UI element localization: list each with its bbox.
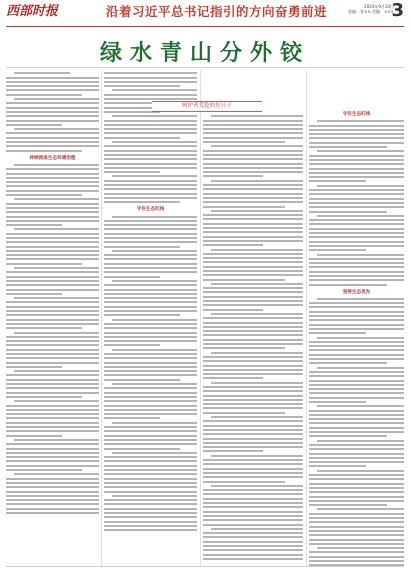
editor-line: 责编：张×× 美编：××× [347,9,394,14]
main-headline: 绿水青山分外铰 [99,40,310,66]
masthead [6,2,404,24]
column-divider [200,70,201,566]
page-number: 3 [391,0,404,21]
article-column-1 [6,70,99,566]
column-divider [306,70,307,566]
boxed-section-title: 呵护者荒乾的好日子 [152,101,262,112]
section-subhead: 坚持生态优先 [342,289,371,295]
section-subhead: 守住生态红线 [342,112,371,117]
column-divider [101,70,102,566]
masthead-rule [6,26,404,27]
date-line: 2024年9月10日 [364,4,394,9]
article-column-4 [309,108,404,566]
masthead-meta [348,4,394,14]
page-banner: 沿着习近平总书记指引的方向奋勇前进 [106,4,328,19]
newspaper-logo: 西部时报 [6,4,59,19]
section-subhead: 持续推进生态环境治理 [29,155,76,161]
article-column-2 [104,70,197,566]
section-subhead: 守住生态红线 [136,207,165,213]
footer-rule [6,566,404,567]
article-column-3 [203,113,303,566]
headline-rule [6,67,404,68]
